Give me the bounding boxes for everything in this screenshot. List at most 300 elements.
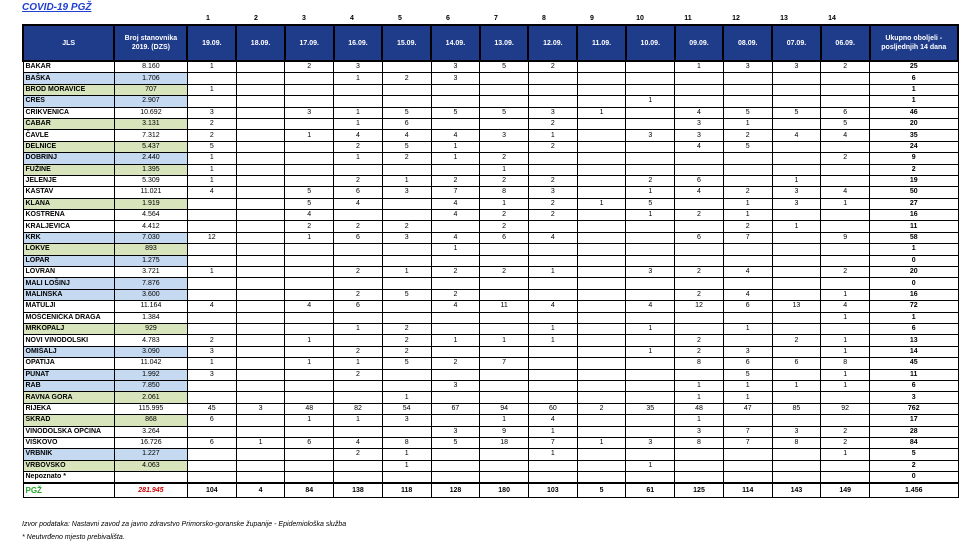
daily-cases-cell (772, 244, 821, 255)
total-cell: 2 (870, 164, 958, 175)
daily-cases-cell (187, 73, 236, 84)
population-cell: 1.275 (114, 255, 187, 266)
column-number: 6 (446, 15, 450, 22)
daily-cases-cell: 2 (723, 130, 772, 141)
daily-cases-cell (675, 244, 724, 255)
daily-cases-cell (626, 380, 675, 391)
summary-label: PGŽ (23, 483, 114, 498)
daily-cases-cell (577, 278, 626, 289)
municipality-name: RAB (23, 380, 114, 391)
table-row (23, 175, 958, 186)
daily-cases-cell: 7 (723, 426, 772, 437)
daily-cases-cell (577, 267, 626, 278)
municipality-name: RAVNA GORA (23, 392, 114, 403)
daily-cases-cell (772, 96, 821, 107)
daily-cases-cell: 2 (431, 289, 480, 300)
daily-cases-cell: 4 (285, 210, 334, 221)
daily-cases-cell: 2 (334, 141, 383, 152)
daily-cases-cell (626, 244, 675, 255)
daily-cases-cell: 2 (480, 175, 529, 186)
daily-cases-cell (577, 380, 626, 391)
header-date: 10.09. (626, 25, 675, 61)
population-cell: 10.692 (114, 107, 187, 118)
population-cell: 929 (114, 323, 187, 334)
daily-cases-cell: 9 (821, 232, 870, 243)
daily-cases-cell (577, 415, 626, 426)
daily-cases-cell (723, 472, 772, 484)
daily-cases-cell (577, 73, 626, 84)
daily-cases-cell (528, 380, 577, 391)
daily-cases-cell (334, 335, 383, 346)
daily-cases-cell (821, 323, 870, 334)
daily-cases-cell (382, 426, 431, 437)
daily-cases-cell (431, 255, 480, 266)
daily-cases-cell (723, 255, 772, 266)
daily-cases-cell (285, 267, 334, 278)
daily-cases-cell: 5 (382, 289, 431, 300)
daily-cases-cell (236, 84, 285, 95)
column-number: 8 (542, 15, 546, 22)
population-cell: 1.395 (114, 164, 187, 175)
daily-cases-cell (577, 472, 626, 484)
population-cell: 3.721 (114, 267, 187, 278)
daily-cases-cell: 2 (382, 335, 431, 346)
daily-cases-cell: 4 (675, 187, 724, 198)
daily-cases-cell: 2 (480, 267, 529, 278)
daily-cases-cell: 2 (285, 221, 334, 232)
daily-cases-cell: 1 (480, 335, 529, 346)
daily-cases-cell (382, 301, 431, 312)
daily-cases-cell (187, 426, 236, 437)
daily-cases-cell (382, 312, 431, 323)
daily-cases-cell (285, 164, 334, 175)
daily-cases-cell: 1 (821, 198, 870, 209)
header-population: Broj stanovnika 2019. (DZS) (114, 25, 187, 61)
header-date: 07.09. (772, 25, 821, 61)
daily-cases-cell: 6 (382, 118, 431, 129)
daily-cases-cell (236, 255, 285, 266)
daily-cases-cell: 60 (528, 403, 577, 414)
daily-cases-cell: 1 (334, 323, 383, 334)
daily-cases-cell (236, 153, 285, 164)
total-cell: 0 (870, 278, 958, 289)
table-row (23, 198, 958, 209)
daily-cases-cell (528, 255, 577, 266)
daily-cases-cell: 5 (480, 107, 529, 118)
table-row (23, 232, 958, 243)
daily-cases-cell: 1 (723, 323, 772, 334)
daily-cases-cell: 3 (528, 107, 577, 118)
daily-cases-cell (334, 392, 383, 403)
daily-cases-cell: 3 (626, 437, 675, 448)
daily-cases-cell: 3 (772, 198, 821, 209)
daily-cases-cell (285, 73, 334, 84)
daily-cases-cell (675, 221, 724, 232)
daily-cases-cell (821, 472, 870, 484)
municipality-name: CRES (23, 96, 114, 107)
municipality-name: PUNAT (23, 369, 114, 380)
daily-cases-cell (236, 323, 285, 334)
daily-cases-cell (285, 460, 334, 471)
daily-cases-cell: 3 (382, 415, 431, 426)
daily-cases-cell (480, 96, 529, 107)
daily-cases-cell (723, 415, 772, 426)
daily-cases-cell (480, 278, 529, 289)
daily-cases-cell (577, 460, 626, 471)
daily-cases-cell: 1 (821, 346, 870, 357)
daily-cases-cell: 1 (187, 153, 236, 164)
daily-cases-cell: 4 (675, 107, 724, 118)
daily-cases-cell (528, 346, 577, 357)
daily-cases-cell: 4 (187, 301, 236, 312)
daily-cases-cell (187, 210, 236, 221)
daily-cases-cell (577, 312, 626, 323)
daily-cases-cell: 5 (382, 358, 431, 369)
summary-value: 103 (528, 483, 577, 498)
daily-cases-cell (821, 392, 870, 403)
daily-cases-cell (772, 118, 821, 129)
daily-cases-cell: 1 (821, 449, 870, 460)
total-cell: 28 (870, 426, 958, 437)
column-number: 12 (732, 15, 740, 22)
daily-cases-cell (236, 164, 285, 175)
daily-cases-cell: 3 (772, 187, 821, 198)
daily-cases-cell (675, 255, 724, 266)
daily-cases-cell (480, 323, 529, 334)
daily-cases-cell (821, 210, 870, 221)
daily-cases-cell: 35 (626, 403, 675, 414)
daily-cases-cell (382, 244, 431, 255)
header-date: 06.09. (821, 25, 870, 61)
daily-cases-cell (187, 449, 236, 460)
daily-cases-cell (772, 346, 821, 357)
daily-cases-cell: 2 (821, 267, 870, 278)
daily-cases-cell (236, 346, 285, 357)
daily-cases-cell (480, 141, 529, 152)
population-cell: 8.160 (114, 61, 187, 73)
daily-cases-cell (626, 232, 675, 243)
daily-cases-cell (772, 415, 821, 426)
daily-cases-cell (528, 73, 577, 84)
municipality-name: DOBRINJ (23, 153, 114, 164)
daily-cases-cell: 1 (577, 198, 626, 209)
population-cell: 3.090 (114, 346, 187, 357)
covid-table (22, 24, 959, 498)
daily-cases-cell (334, 244, 383, 255)
daily-cases-cell (187, 312, 236, 323)
daily-cases-cell: 48 (675, 403, 724, 414)
daily-cases-cell (821, 278, 870, 289)
daily-cases-cell (772, 141, 821, 152)
total-cell: 25 (870, 61, 958, 73)
daily-cases-cell (577, 358, 626, 369)
daily-cases-cell: 1 (285, 232, 334, 243)
daily-cases-cell (577, 164, 626, 175)
daily-cases-cell: 2 (528, 118, 577, 129)
daily-cases-cell: 3 (626, 130, 675, 141)
total-cell: 6 (870, 323, 958, 334)
total-cell: 35 (870, 130, 958, 141)
daily-cases-cell (480, 380, 529, 391)
municipality-name: OMIŠALJ (23, 346, 114, 357)
table-row (23, 210, 958, 221)
daily-cases-cell (382, 61, 431, 73)
daily-cases-cell (821, 221, 870, 232)
daily-cases-cell: 1 (723, 380, 772, 391)
daily-cases-cell (772, 232, 821, 243)
daily-cases-cell: 5 (285, 198, 334, 209)
daily-cases-cell: 2 (334, 369, 383, 380)
daily-cases-cell (431, 164, 480, 175)
total-cell: 1 (870, 84, 958, 95)
daily-cases-cell: 1 (187, 358, 236, 369)
daily-cases-cell (626, 358, 675, 369)
daily-cases-cell (431, 312, 480, 323)
table-row (23, 187, 958, 198)
table-row (23, 358, 958, 369)
total-cell: 1 (870, 244, 958, 255)
daily-cases-cell: 4 (334, 437, 383, 448)
daily-cases-cell (187, 289, 236, 300)
daily-cases-cell (382, 198, 431, 209)
daily-cases-cell (480, 118, 529, 129)
daily-cases-cell (675, 96, 724, 107)
daily-cases-cell (187, 198, 236, 209)
population-cell: 4.564 (114, 210, 187, 221)
daily-cases-cell: 6 (480, 232, 529, 243)
daily-cases-cell (187, 472, 236, 484)
daily-cases-cell: 1 (480, 164, 529, 175)
daily-cases-cell: 4 (382, 130, 431, 141)
daily-cases-cell (528, 289, 577, 300)
header-jls: JLS (23, 25, 114, 61)
daily-cases-cell (772, 210, 821, 221)
population-cell (114, 472, 187, 484)
municipality-name: OPATIJA (23, 358, 114, 369)
daily-cases-cell: 94 (480, 403, 529, 414)
daily-cases-cell: 7 (723, 232, 772, 243)
daily-cases-cell (431, 323, 480, 334)
daily-cases-cell (821, 415, 870, 426)
daily-cases-cell (187, 278, 236, 289)
daily-cases-cell (382, 380, 431, 391)
daily-cases-cell: 1 (334, 358, 383, 369)
daily-cases-cell (675, 312, 724, 323)
population-cell: 893 (114, 244, 187, 255)
table-row (23, 301, 958, 312)
municipality-name: KOSTRENA (23, 210, 114, 221)
daily-cases-cell (577, 153, 626, 164)
summary-value: 149 (821, 483, 870, 498)
daily-cases-cell (577, 449, 626, 460)
daily-cases-cell: 1 (285, 130, 334, 141)
daily-cases-cell: 2 (675, 335, 724, 346)
daily-cases-cell (334, 164, 383, 175)
daily-cases-cell (187, 244, 236, 255)
daily-cases-cell: 7 (431, 187, 480, 198)
daily-cases-cell: 4 (528, 301, 577, 312)
daily-cases-cell (675, 153, 724, 164)
daily-cases-cell: 6 (187, 437, 236, 448)
municipality-name: MRKOPALJ (23, 323, 114, 334)
daily-cases-cell: 12 (675, 301, 724, 312)
daily-cases-cell: 12 (187, 232, 236, 243)
daily-cases-cell: 3 (675, 426, 724, 437)
daily-cases-cell (431, 118, 480, 129)
population-cell: 3.131 (114, 118, 187, 129)
daily-cases-cell: 2 (382, 221, 431, 232)
daily-cases-cell (431, 472, 480, 484)
daily-cases-cell: 3 (772, 61, 821, 73)
daily-cases-cell: 5 (285, 187, 334, 198)
daily-cases-cell: 2 (723, 221, 772, 232)
municipality-name: Nepoznato * (23, 472, 114, 484)
daily-cases-cell (577, 244, 626, 255)
municipality-name: VRBNIK (23, 449, 114, 460)
daily-cases-cell (626, 107, 675, 118)
daily-cases-cell (626, 61, 675, 73)
table-row (23, 61, 958, 73)
header-date: 08.09. (723, 25, 772, 61)
total-cell: 2 (870, 460, 958, 471)
column-numbers (22, 15, 943, 22)
daily-cases-cell (577, 210, 626, 221)
population-cell: 868 (114, 415, 187, 426)
daily-cases-cell (285, 96, 334, 107)
daily-cases-cell (772, 84, 821, 95)
daily-cases-cell: 48 (285, 403, 334, 414)
population-cell: 7.030 (114, 232, 187, 243)
daily-cases-cell: 1 (334, 118, 383, 129)
municipality-name: MALINSKA (23, 289, 114, 300)
daily-cases-cell: 2 (821, 426, 870, 437)
column-number: 14 (828, 15, 836, 22)
daily-cases-cell: 4 (528, 415, 577, 426)
daily-cases-cell: 6 (285, 437, 334, 448)
daily-cases-cell (236, 415, 285, 426)
daily-cases-cell: 3 (382, 187, 431, 198)
daily-cases-cell: 2 (675, 267, 724, 278)
daily-cases-cell: 4 (723, 267, 772, 278)
daily-cases-cell: 3 (723, 346, 772, 357)
daily-cases-cell (772, 164, 821, 175)
column-number: 2 (254, 15, 258, 22)
daily-cases-cell: 1 (528, 130, 577, 141)
daily-cases-cell: 3 (431, 73, 480, 84)
daily-cases-cell: 6 (334, 187, 383, 198)
total-cell: 13 (870, 335, 958, 346)
daily-cases-cell: 1 (382, 267, 431, 278)
daily-cases-cell: 1 (334, 153, 383, 164)
daily-cases-cell: 3 (334, 61, 383, 73)
daily-cases-cell: 13 (772, 301, 821, 312)
daily-cases-cell: 1 (431, 335, 480, 346)
table-row (23, 141, 958, 152)
daily-cases-cell: 1 (821, 380, 870, 391)
table-row (23, 96, 958, 107)
header-date: 14.09. (431, 25, 480, 61)
daily-cases-cell (236, 61, 285, 73)
total-cell: 0 (870, 255, 958, 266)
total-cell: 3 (870, 392, 958, 403)
total-cell: 20 (870, 267, 958, 278)
daily-cases-cell: 4 (431, 210, 480, 221)
daily-cases-cell (528, 96, 577, 107)
table-row (23, 84, 958, 95)
daily-cases-cell: 2 (821, 61, 870, 73)
daily-cases-cell: 1 (577, 437, 626, 448)
daily-cases-cell (285, 175, 334, 186)
daily-cases-cell: 67 (431, 403, 480, 414)
daily-cases-cell: 5 (480, 61, 529, 73)
daily-cases-cell (675, 84, 724, 95)
daily-cases-cell: 1 (187, 84, 236, 95)
daily-cases-cell: 8 (675, 437, 724, 448)
daily-cases-cell: 3 (187, 346, 236, 357)
daily-cases-cell: 5 (431, 437, 480, 448)
summary-value: 125 (675, 483, 724, 498)
municipality-name: MATULJI (23, 301, 114, 312)
daily-cases-cell (285, 84, 334, 95)
daily-cases-cell: 1 (626, 96, 675, 107)
daily-cases-cell: 1 (528, 335, 577, 346)
daily-cases-cell (480, 369, 529, 380)
daily-cases-cell (626, 415, 675, 426)
daily-cases-cell: 2 (577, 403, 626, 414)
daily-cases-cell: 4 (334, 130, 383, 141)
municipality-name: SKRAD (23, 415, 114, 426)
total-cell: 11 (870, 221, 958, 232)
daily-cases-cell (772, 278, 821, 289)
daily-cases-cell: 7 (723, 437, 772, 448)
daily-cases-cell (480, 73, 529, 84)
daily-cases-cell (480, 346, 529, 357)
daily-cases-cell (382, 210, 431, 221)
daily-cases-cell (577, 369, 626, 380)
daily-cases-cell (577, 426, 626, 437)
daily-cases-cell: 2 (334, 175, 383, 186)
daily-cases-cell (236, 312, 285, 323)
daily-cases-cell (723, 460, 772, 471)
column-number: 4 (350, 15, 354, 22)
total-cell: 45 (870, 358, 958, 369)
daily-cases-cell: 3 (431, 426, 480, 437)
daily-cases-cell (285, 278, 334, 289)
daily-cases-cell: 5 (723, 141, 772, 152)
daily-cases-cell (236, 221, 285, 232)
daily-cases-cell: 8 (480, 187, 529, 198)
population-cell: 11.021 (114, 187, 187, 198)
table-row (23, 130, 958, 141)
population-cell: 7.850 (114, 380, 187, 391)
daily-cases-cell (431, 392, 480, 403)
daily-cases-cell (187, 460, 236, 471)
daily-cases-cell: 5 (626, 198, 675, 209)
daily-cases-cell (236, 198, 285, 209)
daily-cases-cell (577, 175, 626, 186)
population-cell: 2.440 (114, 153, 187, 164)
table-row (23, 289, 958, 300)
daily-cases-cell (626, 141, 675, 152)
daily-cases-cell: 1 (723, 210, 772, 221)
population-cell: 1.919 (114, 198, 187, 209)
table-row (23, 392, 958, 403)
summary-row (23, 483, 958, 498)
column-number: 3 (302, 15, 306, 22)
daily-cases-cell: 8 (382, 437, 431, 448)
daily-cases-cell (528, 472, 577, 484)
daily-cases-cell: 1 (626, 210, 675, 221)
